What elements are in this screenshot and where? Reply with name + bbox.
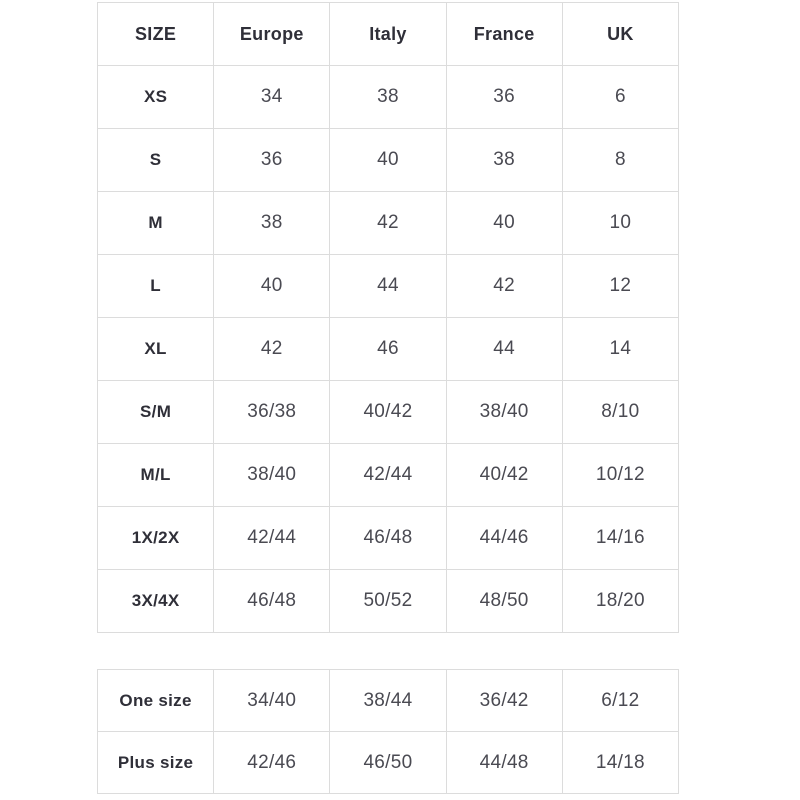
size-cell: L (98, 255, 214, 318)
column-header-size: SIZE (98, 3, 214, 66)
value-cell: 18/20 (562, 570, 678, 633)
value-cell: 38/40 (214, 444, 330, 507)
size-cell: 1X/2X (98, 507, 214, 570)
size-cell: 3X/4X (98, 570, 214, 633)
value-cell: 46/48 (330, 507, 446, 570)
value-cell: 44/46 (446, 507, 562, 570)
value-cell: 38/40 (446, 381, 562, 444)
value-cell: 36 (446, 66, 562, 129)
value-cell: 10/12 (562, 444, 678, 507)
value-cell: 44 (330, 255, 446, 318)
value-cell: 46/50 (330, 732, 446, 794)
size-cell: S (98, 129, 214, 192)
value-cell: 40/42 (330, 381, 446, 444)
size-conversion-tables (97, 2, 679, 794)
value-cell: 34/40 (214, 670, 330, 732)
table-row (98, 381, 679, 444)
table-row (98, 255, 679, 318)
value-cell: 42 (330, 192, 446, 255)
table-row (98, 66, 679, 129)
value-cell: 46/48 (214, 570, 330, 633)
value-cell: 46 (330, 318, 446, 381)
column-header-uk: UK (562, 3, 678, 66)
value-cell: 40 (214, 255, 330, 318)
table-row (98, 192, 679, 255)
value-cell: 44 (446, 318, 562, 381)
value-cell: 48/50 (446, 570, 562, 633)
column-header-europe: Europe (214, 3, 330, 66)
value-cell: 38 (446, 129, 562, 192)
size-cell: XL (98, 318, 214, 381)
table-body (98, 670, 679, 794)
value-cell: 8 (562, 129, 678, 192)
value-cell: 42 (446, 255, 562, 318)
value-cell: 44/48 (446, 732, 562, 794)
column-header-france: France (446, 3, 562, 66)
value-cell: 14/18 (562, 732, 678, 794)
table-row (98, 444, 679, 507)
table-row (98, 670, 679, 732)
value-cell: 8/10 (562, 381, 678, 444)
value-cell: 36/38 (214, 381, 330, 444)
header-row (98, 3, 679, 66)
size-conversion-table (97, 2, 679, 633)
table-row (98, 318, 679, 381)
value-cell: 50/52 (330, 570, 446, 633)
table-row (98, 129, 679, 192)
column-header-italy: Italy (330, 3, 446, 66)
value-cell: 40 (446, 192, 562, 255)
size-cell: Plus size (98, 732, 214, 794)
value-cell: 38/44 (330, 670, 446, 732)
table-row (98, 570, 679, 633)
value-cell: 36/42 (446, 670, 562, 732)
value-cell: 42/44 (330, 444, 446, 507)
value-cell: 12 (562, 255, 678, 318)
size-cell: M (98, 192, 214, 255)
value-cell: 38 (214, 192, 330, 255)
value-cell: 38 (330, 66, 446, 129)
value-cell: 40/42 (446, 444, 562, 507)
value-cell: 14/16 (562, 507, 678, 570)
size-cell: XS (98, 66, 214, 129)
table-header (98, 3, 679, 66)
size-cell: M/L (98, 444, 214, 507)
value-cell: 10 (562, 192, 678, 255)
value-cell: 14 (562, 318, 678, 381)
size-cell: S/M (98, 381, 214, 444)
value-cell: 34 (214, 66, 330, 129)
value-cell: 36 (214, 129, 330, 192)
value-cell: 6/12 (562, 670, 678, 732)
table-row (98, 732, 679, 794)
special-sizes-table (97, 669, 679, 794)
value-cell: 6 (562, 66, 678, 129)
value-cell: 40 (330, 129, 446, 192)
size-cell: One size (98, 670, 214, 732)
table-row (98, 507, 679, 570)
table-body (98, 66, 679, 633)
value-cell: 42/46 (214, 732, 330, 794)
value-cell: 42 (214, 318, 330, 381)
value-cell: 42/44 (214, 507, 330, 570)
